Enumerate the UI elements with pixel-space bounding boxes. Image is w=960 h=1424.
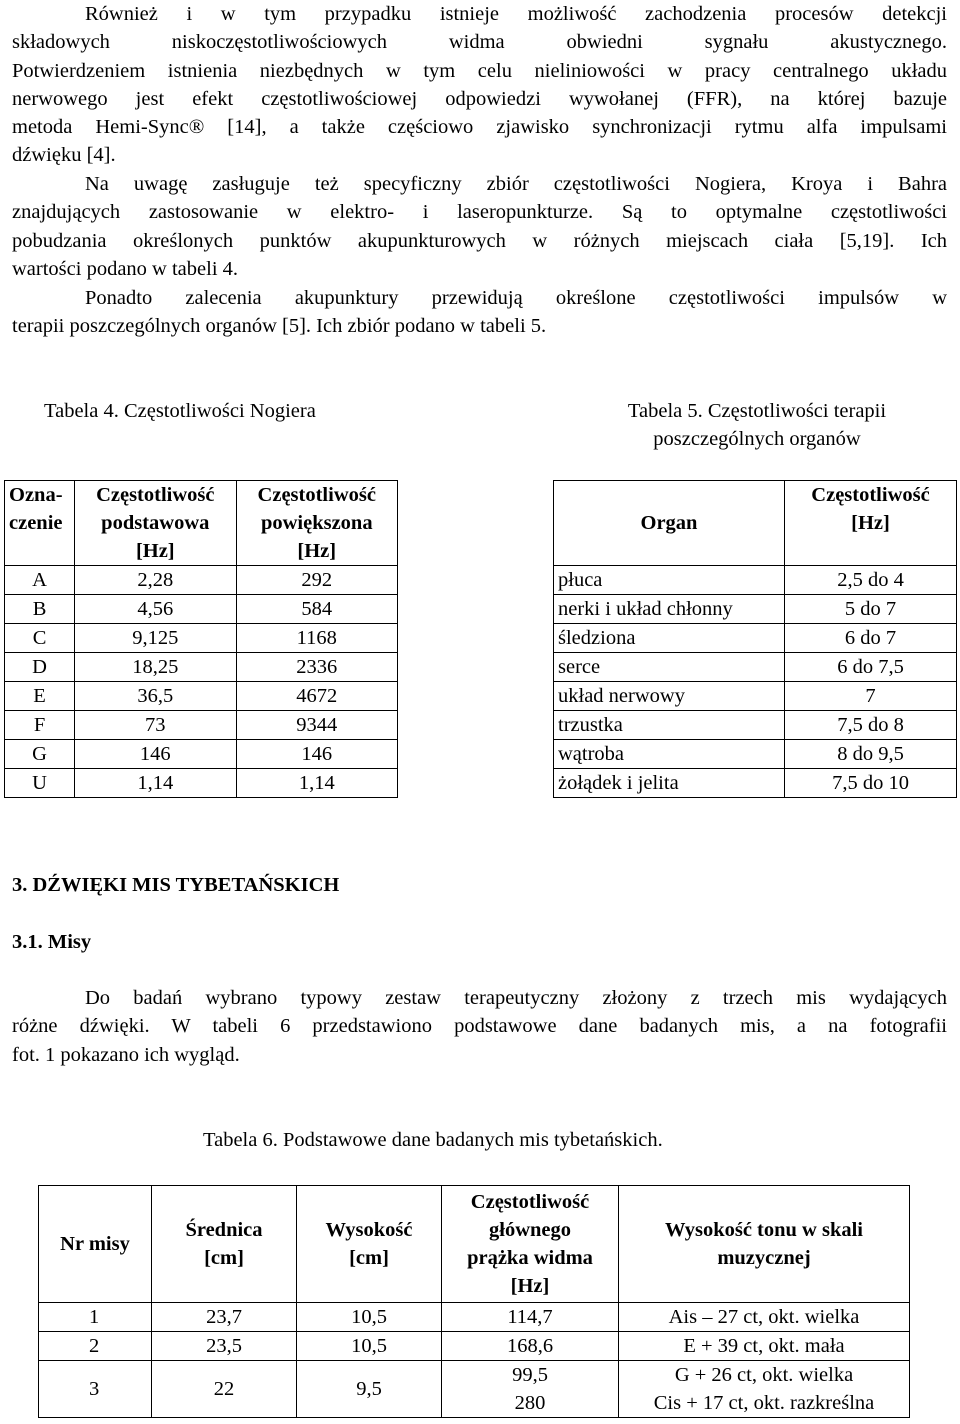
table-cell: B: [5, 595, 75, 624]
table-cell: wątroba: [554, 740, 785, 769]
paragraph-line: wartości podano w tabeli 4.: [12, 257, 239, 280]
table-cell: 4,56: [75, 595, 236, 624]
table-row: [39, 1332, 910, 1361]
table-cell: G: [5, 740, 75, 769]
paragraph-line: nerwowego jest efekt częstotliwościowej odpowiedzi wywołanej (FFR), na której bazuje: [12, 87, 947, 110]
table-cell: 23,7: [152, 1303, 297, 1332]
paragraph-line: dźwięku [4].: [12, 144, 116, 167]
table-cell: A: [5, 566, 75, 595]
paragraph-line: składowych niskoczęstotliwościowych widma obwiedni sygnału akustycznego.: [12, 31, 947, 54]
table-5: [553, 480, 957, 798]
table-row: [5, 595, 398, 624]
table-row: [39, 1361, 910, 1418]
table-cell: nerki i układ chłonny: [554, 595, 785, 624]
subsection-heading: 3.1. Misy: [12, 931, 92, 953]
table-cell: 3: [39, 1361, 152, 1418]
table-cell: C: [5, 624, 75, 653]
table-cell: śledziona: [554, 624, 785, 653]
table-header-row: [554, 481, 957, 566]
column-header: Wysokość [cm]: [297, 1186, 442, 1303]
table-cell: 1,14: [75, 769, 236, 798]
table-row: [554, 595, 957, 624]
table-cell: E + 39 ct, okt. mała: [619, 1332, 910, 1361]
table-cell: 36,5: [75, 682, 236, 711]
table-row: [5, 769, 398, 798]
table-cell: 1,14: [236, 769, 397, 798]
table6-caption: Tabela 6. Podstawowe dane badanych mis tybetańskich.: [203, 1129, 663, 1151]
table-row: [39, 1303, 910, 1332]
paragraph-line: Na uwagę zasługuje też specyficzny zbiór częstotliwości Nogiera, Kroya i Bahra: [85, 173, 947, 195]
table-cell: płuca: [554, 566, 785, 595]
table-cell: 7,5 do 8: [785, 711, 957, 740]
table-cell: E: [5, 682, 75, 711]
column-header: Nr misy: [39, 1186, 152, 1303]
table-row: [554, 769, 957, 798]
column-header: Organ: [554, 481, 785, 566]
table-row: [5, 711, 398, 740]
paragraph-4: [12, 984, 947, 1069]
table-row: [554, 740, 957, 769]
table-cell: 6 do 7: [785, 624, 957, 653]
table-cell: 5 do 7: [785, 595, 957, 624]
table-cell: 1: [39, 1303, 152, 1332]
paragraph-line: Ponadto zalecenia akupunktury przewidują określone częstotliwości impulsów w: [85, 287, 947, 309]
table-cell: U: [5, 769, 75, 798]
table-cell: 23,5: [152, 1332, 297, 1361]
table-cell: 7: [785, 682, 957, 711]
table-cell: 168,6: [442, 1332, 619, 1361]
table-cell: 2: [39, 1332, 152, 1361]
table-cell: D: [5, 653, 75, 682]
table-cell: 6 do 7,5: [785, 653, 957, 682]
table-cell: 10,5: [297, 1332, 442, 1361]
table-cell: 2,5 do 4: [785, 566, 957, 595]
paragraph-line: fot. 1 pokazano ich wygląd.: [12, 1043, 240, 1066]
table-header-row: [5, 481, 398, 566]
table-row: [5, 566, 398, 595]
table-row: [554, 624, 957, 653]
table5-caption: [597, 397, 917, 453]
table-header-row: [39, 1186, 910, 1303]
table-cell: 9344: [236, 711, 397, 740]
table-cell: F: [5, 711, 75, 740]
table-cell: 2336: [236, 653, 397, 682]
table-6: [38, 1185, 910, 1418]
table-cell: 99,5 280: [442, 1361, 619, 1418]
column-header: Średnica [cm]: [152, 1186, 297, 1303]
table-row: [554, 566, 957, 595]
table-cell: trzustka: [554, 711, 785, 740]
table-cell: 18,25: [75, 653, 236, 682]
paragraph-line: metoda Hemi-Sync® [14], a także częściowo zjawisko synchronizacji rytmu alfa impulsami: [12, 116, 947, 139]
column-header: Częstotliwość powiększona [Hz]: [236, 481, 397, 566]
table-cell: 146: [75, 740, 236, 769]
table-cell: 114,7: [442, 1303, 619, 1332]
column-header: Ozna- czenie: [5, 481, 75, 566]
column-header: Częstotliwość podstawowa [Hz]: [75, 481, 236, 566]
column-header: Częstotliwość głównego prążka widma [Hz]: [442, 1186, 619, 1303]
table-cell: 9,125: [75, 624, 236, 653]
table-cell: G + 26 ct, okt. wielka Cis + 17 ct, okt. razkreślna: [619, 1361, 910, 1418]
table-cell: 8 do 9,5: [785, 740, 957, 769]
paragraph-line: Potwierdzeniem istnienia niezbędnych w tym celu nieliniowości w pracy centralnego układu: [12, 59, 947, 82]
table-cell: 2,28: [75, 566, 236, 595]
table-row: [5, 740, 398, 769]
paragraph-line: znajdujących zastosowanie w elektro- i laseropunkturze. Są to optymalne częstotliwości: [12, 201, 947, 224]
table-cell: 73: [75, 711, 236, 740]
table-row: [5, 682, 398, 711]
table-cell: 292: [236, 566, 397, 595]
table-cell: 22: [152, 1361, 297, 1418]
table-cell: 584: [236, 595, 397, 624]
table-4: [4, 480, 398, 798]
table-cell: 146: [236, 740, 397, 769]
table4-caption: Tabela 4. Częstotliwości Nogiera: [44, 400, 316, 422]
paragraph-line: pobudzania określonych punktów akupunkturowych w różnych miejscach ciała [5,19]. Ich: [12, 229, 947, 252]
table-cell: 4672: [236, 682, 397, 711]
paragraph-3: [12, 284, 947, 341]
table-cell: 1168: [236, 624, 397, 653]
table-row: [554, 653, 957, 682]
table-cell: Ais – 27 ct, okt. wielka: [619, 1303, 910, 1332]
table-cell: 7,5 do 10: [785, 769, 957, 798]
paragraph-2: [12, 170, 947, 283]
table-cell: 10,5: [297, 1303, 442, 1332]
paragraph-line: Do badań wybrano typowy zestaw terapeutyczny złożony z trzech mis wydających: [85, 987, 947, 1009]
table5-caption-text: Tabela 5. Częstotliwości terapii poszczególnych organów: [627, 400, 887, 450]
table-row: [554, 711, 957, 740]
column-header: Wysokość tonu w skali muzycznej: [619, 1186, 910, 1303]
paragraph-line: różne dźwięki. W tabeli 6 przedstawiono podstawowe dane badanych mis, a na fotografii: [12, 1015, 947, 1038]
table-row: [5, 653, 398, 682]
paragraph-line: terapii poszczególnych organów [5]. Ich zbiór podano w tabeli 5.: [12, 315, 547, 338]
table-row: [554, 682, 957, 711]
column-header: Częstotliwość [Hz]: [785, 481, 957, 566]
table-cell: układ nerwowy: [554, 682, 785, 711]
table-cell: serce: [554, 653, 785, 682]
table-cell: 9,5: [297, 1361, 442, 1418]
table-row: [5, 624, 398, 653]
table-cell: żołądek i jelita: [554, 769, 785, 798]
paragraph-1: [12, 0, 947, 170]
paragraph-line: Również i w tym przypadku istnieje możliwość zachodzenia procesów detekcji: [85, 3, 947, 25]
section-heading: 3. DŹWIĘKI MIS TYBETAŃSKICH: [12, 874, 340, 896]
